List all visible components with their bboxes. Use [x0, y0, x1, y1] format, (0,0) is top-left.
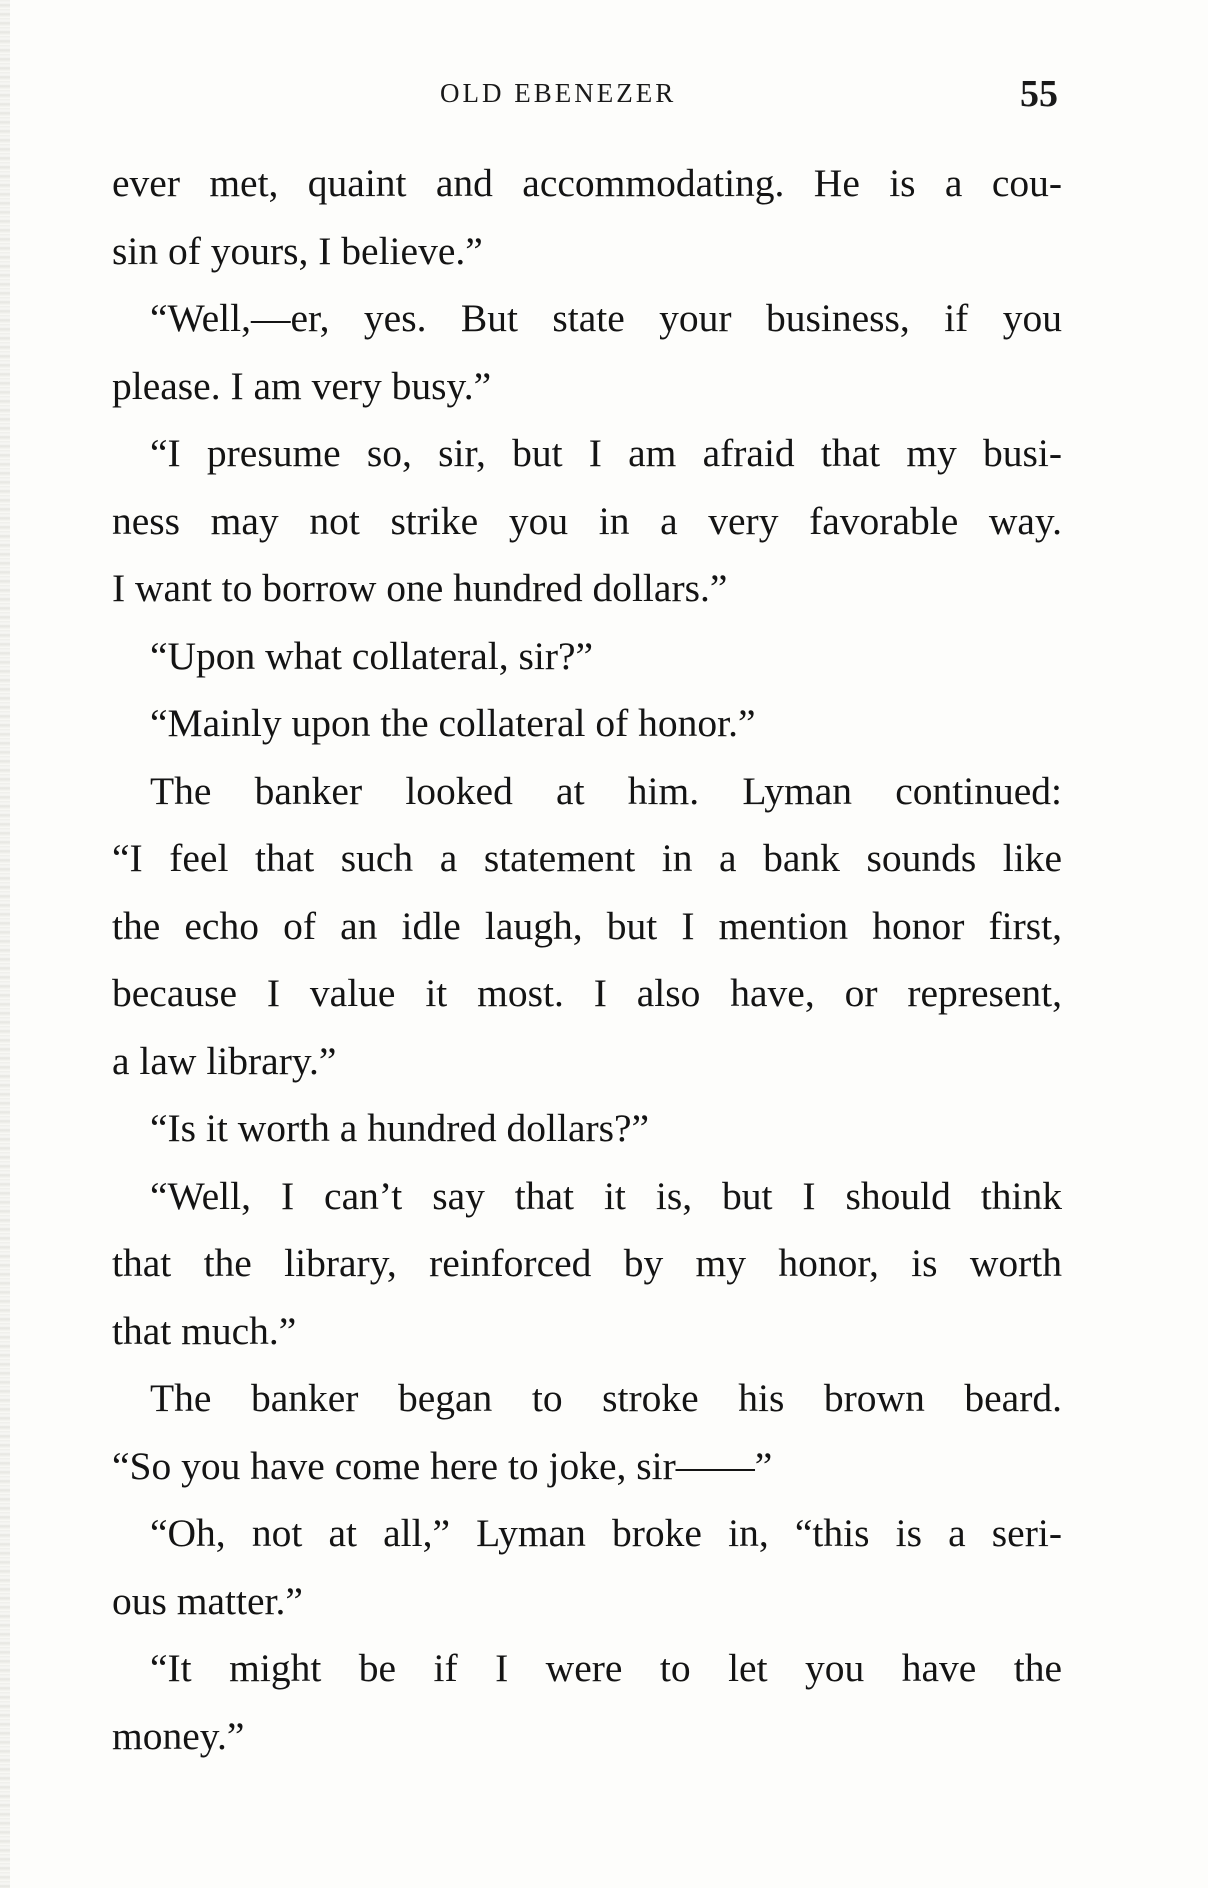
- text-line: “Well, I can’t say that it is, but I should think: [150, 1173, 1062, 1218]
- text-line: please. I am very busy.”: [112, 363, 492, 408]
- text-line: that much.”: [112, 1308, 297, 1353]
- text-line: The banker began to stroke his brown beard.: [150, 1376, 1062, 1420]
- text-line: “It might be if I were to let you have the: [150, 1646, 1062, 1690]
- text-line: a law library.”: [112, 1038, 337, 1083]
- text-line: ous matter.”: [112, 1578, 303, 1623]
- text-line: The banker looked at him. Lyman continued:: [150, 768, 1062, 813]
- text-line: “Oh, not at all,” Lyman broke in, “this is a seri-: [150, 1511, 1062, 1555]
- text-line: “Is it worth a hundred dollars?”: [150, 1106, 650, 1150]
- text-line: that the library, reinforced by my honor, is worth: [112, 1241, 1062, 1285]
- page-gutter-edge: [0, 0, 10, 1888]
- text-line: ever met, quaint and accommodating. He is a cou-: [112, 161, 1062, 205]
- text-line: sin of yours, I believe.”: [112, 228, 483, 273]
- text-line: “I presume so, sir, but I am afraid that my busi-: [150, 431, 1062, 475]
- text-line: “I feel that such a statement in a bank sounds like: [112, 836, 1062, 880]
- text-line: “Mainly upon the collateral of honor.”: [150, 701, 756, 745]
- text-line: “Upon what collateral, sir?”: [150, 633, 594, 678]
- text-line: the echo of an idle laugh, but I mention honor first,: [112, 903, 1062, 948]
- text-line: “So you have come here to joke, sir——”: [112, 1443, 773, 1488]
- running-head: OLD EBENEZER: [440, 78, 677, 108]
- page-number: 55: [1020, 73, 1058, 115]
- text-line: money.”: [112, 1713, 245, 1758]
- text-line: ness may not strike you in a very favorable way.: [112, 498, 1062, 543]
- text-line: I want to borrow one hundred dollars.”: [112, 566, 728, 610]
- body-text: [112, 150, 1062, 1770]
- text-line: because I value it most. I also have, or represent,: [112, 971, 1062, 1015]
- text-line: “Well,—er, yes. But state your business, if you: [150, 296, 1062, 340]
- page-header: [0, 73, 1208, 118]
